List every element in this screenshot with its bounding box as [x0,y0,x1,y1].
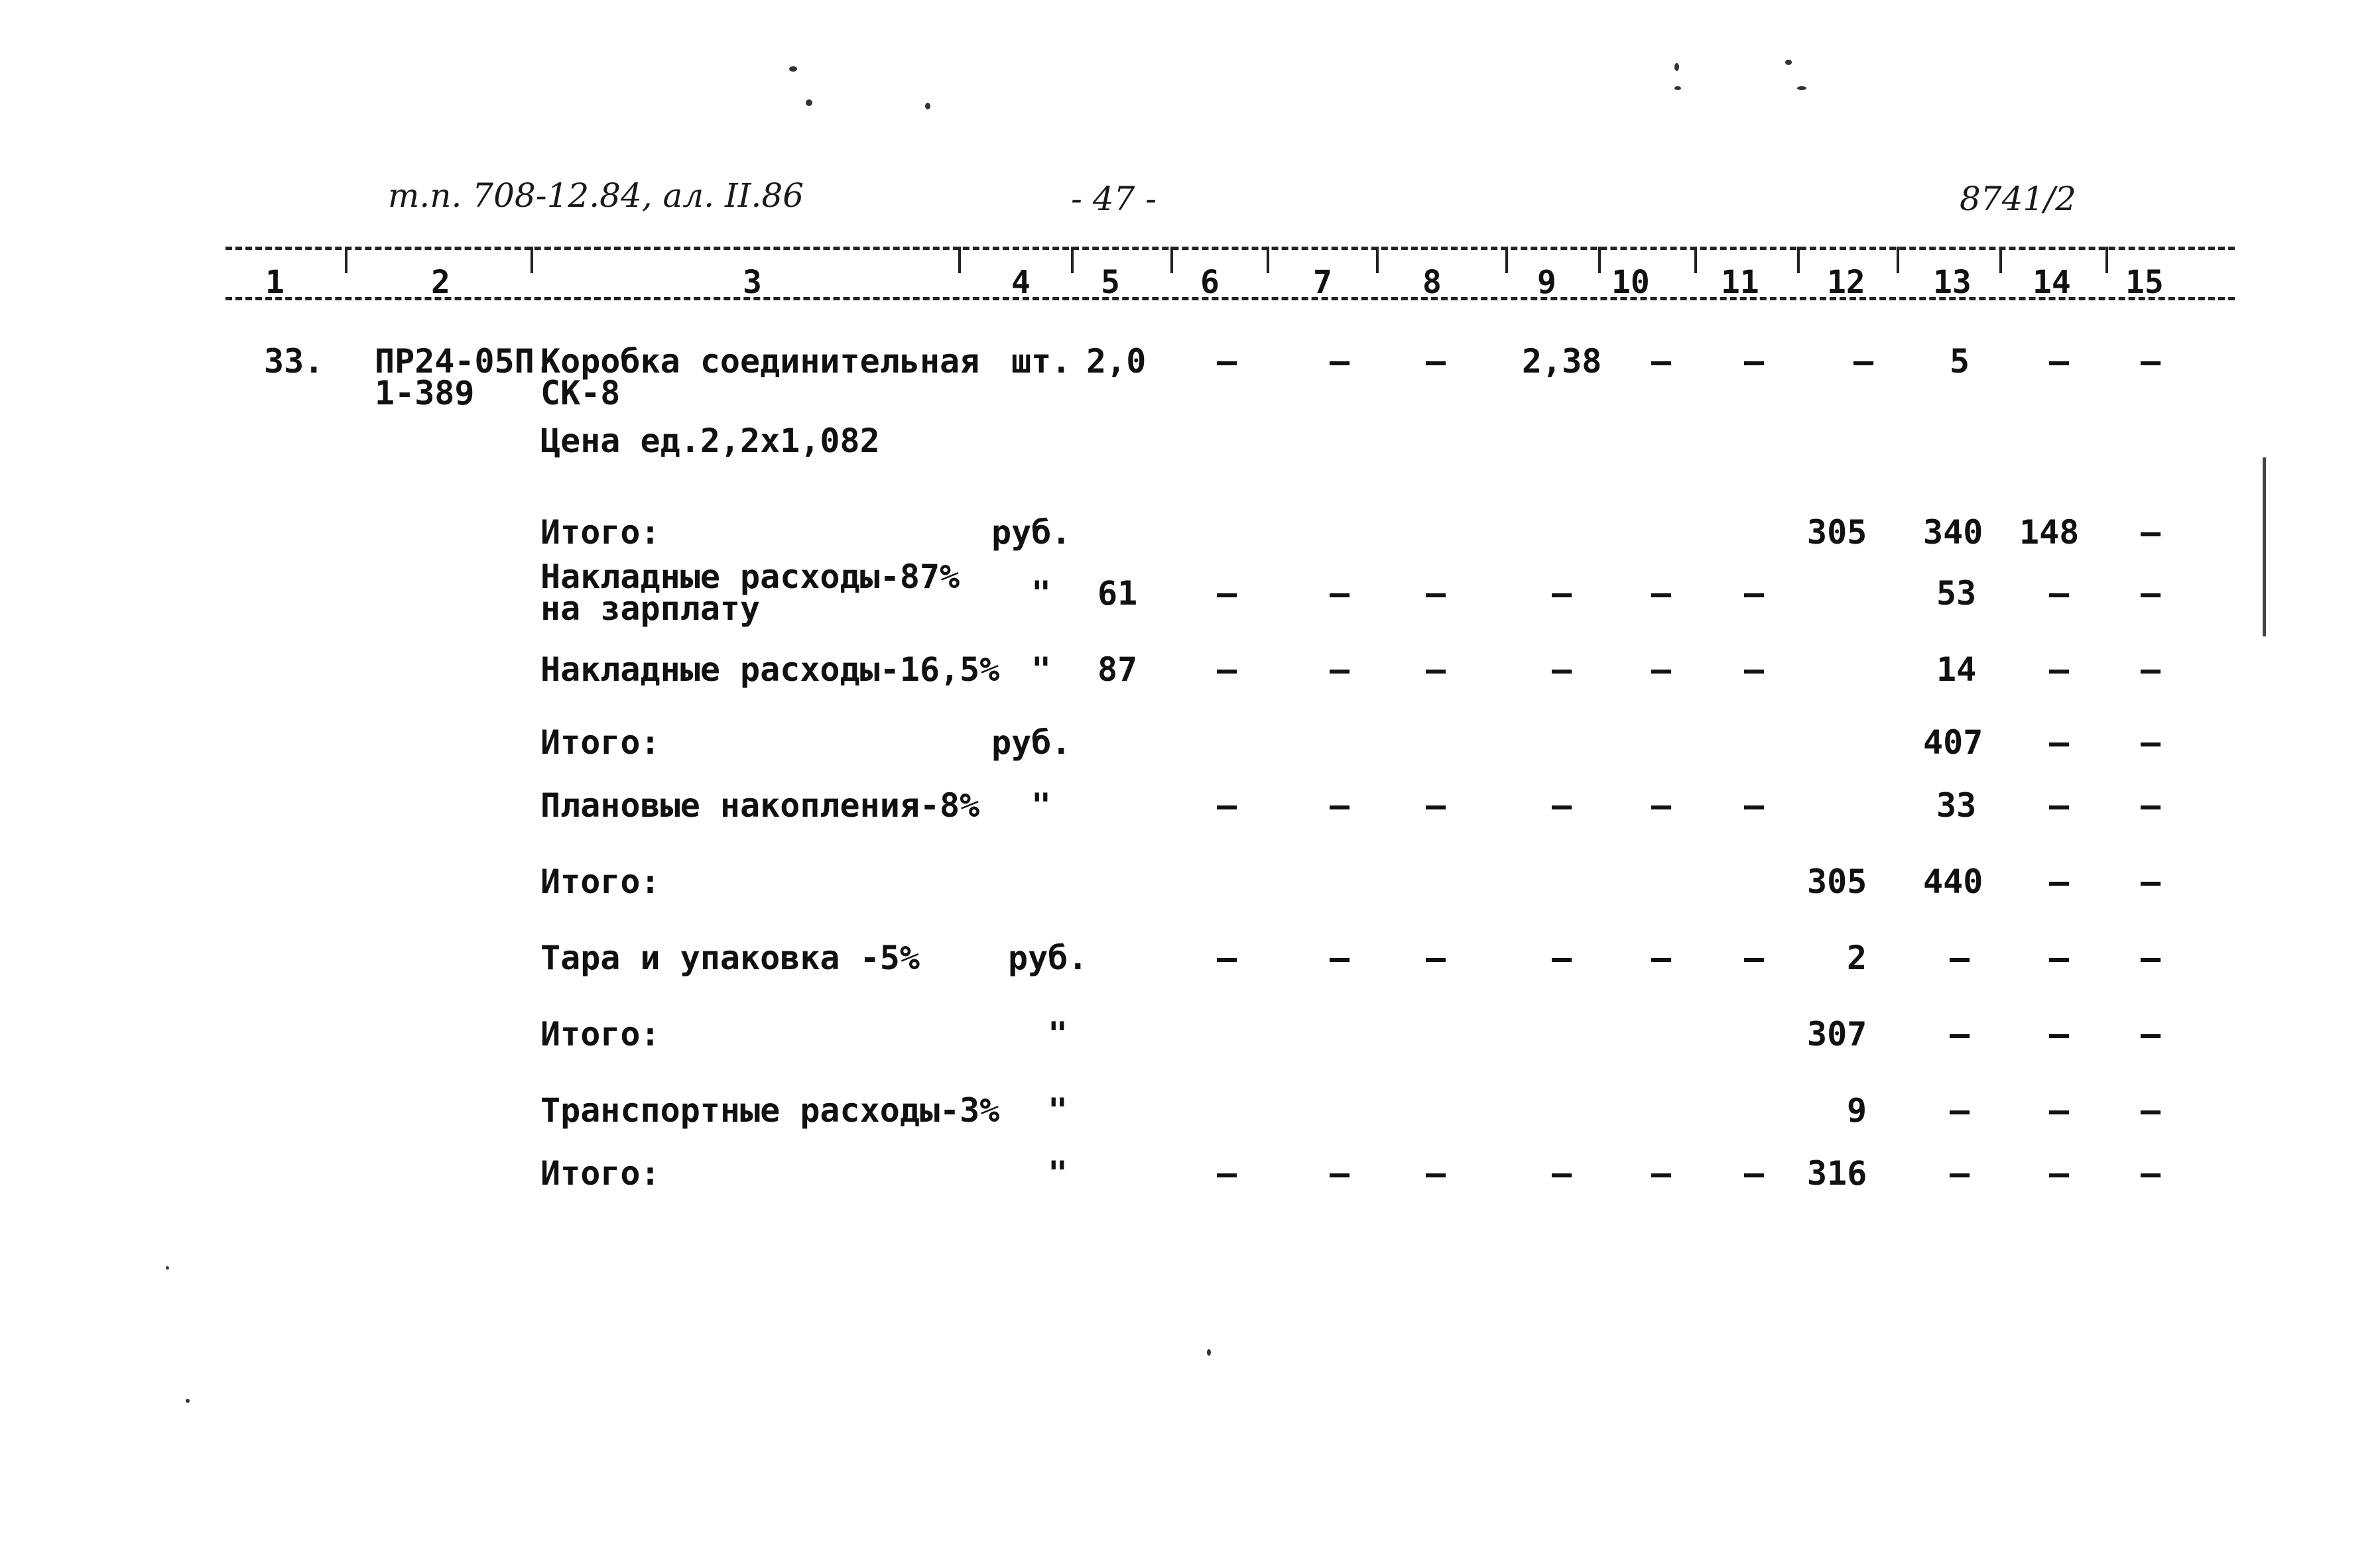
summary-unit: " [1031,650,1052,689]
document-reference: т.п. 708-12.84, ал. II.86 [388,176,804,215]
summary-col13: 53 [1936,574,1977,613]
scan-speck [789,66,797,72]
summary-col12: 307 [1807,1015,1867,1053]
summary-col15: – [2141,1154,2161,1193]
item-code: ПР24-05П. [375,342,554,381]
column-divider [345,247,347,273]
summary-col7: – [1330,786,1350,825]
column-number-4: 4 [1011,264,1031,301]
summary-col15: – [2141,650,2161,689]
summary-col15: – [2141,723,2161,762]
column-number-9: 9 [1537,264,1556,301]
summary-unit: " [1048,1015,1068,1053]
summary-col14: – [2049,574,2070,613]
summary-col6: – [1217,939,1237,977]
summary-col11: – [1744,939,1765,977]
summary-col10: – [1651,786,1672,825]
summary-col8: – [1426,574,1446,613]
summary-col15: – [2141,513,2161,552]
item-number: 33. [264,342,324,381]
summary-col14: – [2049,1015,2070,1053]
column-divider [1071,247,1074,273]
summary-col11: – [1744,786,1765,825]
summary-col9: – [1552,939,1572,977]
summary-col11: – [1744,574,1765,613]
summary-unit: " [1031,574,1052,613]
summary-col13: – [1950,1015,1970,1053]
item-col14: – [2049,342,2070,381]
summary-col12: 305 [1807,862,1867,901]
item-code-ref: 1-389 [375,374,475,412]
summary-col7: – [1330,939,1350,977]
item-col15: – [2141,342,2161,381]
summary-col6: – [1217,1154,1237,1193]
summary-label: Итого: [540,1015,660,1053]
summary-col13: 33 [1936,786,1977,825]
column-number-8: 8 [1422,264,1442,301]
column-divider [1267,247,1269,273]
column-number-5: 5 [1101,264,1120,301]
column-number-10: 10 [1611,264,1650,301]
summary-col9: – [1552,574,1572,613]
scan-speck [1797,86,1806,90]
summary-col13: 440 [1923,862,1983,901]
item-col6: – [1217,342,1237,381]
summary-col10: – [1651,1154,1672,1193]
column-number-3: 3 [743,264,762,301]
column-divider [958,247,961,273]
page-number: - 47 - [1071,180,1157,218]
summary-label-cont: на зарплату [540,589,761,628]
summary-unit: руб. [1008,939,1088,977]
archive-number: 8741/2 [1960,180,2076,218]
column-number-11: 11 [1721,264,1759,301]
summary-col10: – [1651,650,1672,689]
summary-col5: 61 [1097,574,1138,613]
summary-unit: руб. [991,513,1072,552]
item-col13: 5 [1950,342,1970,381]
column-number-6: 6 [1200,264,1220,301]
column-divider [1694,247,1697,273]
summary-col12: 316 [1807,1154,1867,1193]
summary-col10: – [1651,939,1672,977]
summary-label: Транспортные расходы-3% [540,1091,1000,1130]
summary-col12: 305 [1807,513,1867,552]
column-number-15: 15 [2125,264,2164,301]
table-top-rule [225,247,2235,250]
summary-col13: – [1950,1091,1970,1130]
summary-col15: – [2141,786,2161,825]
summary-label: Накладные расходы-87% [540,558,960,596]
column-number-13: 13 [1933,264,1972,301]
summary-col6: – [1217,786,1237,825]
item-name: Коробка соединительная [540,342,980,381]
column-divider [1999,247,2002,273]
summary-label: Накладные расходы-16,5% [540,650,1000,689]
summary-col7: – [1330,574,1350,613]
column-divider [1170,247,1173,273]
summary-col9: – [1552,1154,1572,1193]
summary-col14: – [2049,1091,2070,1130]
column-number-1: 1 [265,264,284,301]
scan-speck [186,1399,190,1403]
summary-col14: – [2049,650,2070,689]
summary-col13: – [1950,1154,1970,1193]
scan-speck [1674,86,1681,90]
scan-speck [1674,63,1679,71]
summary-col13: 407 [1923,723,1983,762]
summary-col15: – [2141,574,2161,613]
summary-col14: – [2049,939,2070,977]
summary-col6: – [1217,574,1237,613]
column-divider [531,247,533,273]
column-divider [1505,247,1508,273]
item-col8: – [1426,342,1446,381]
summary-unit: " [1031,786,1052,825]
summary-col15: – [2141,939,2161,977]
column-number-14: 14 [2033,264,2071,301]
summary-col8: – [1426,939,1446,977]
column-divider [1376,247,1379,273]
summary-col15: – [2141,1091,2161,1130]
item-name-cont: СК-8 [540,374,621,412]
scan-speck [806,99,812,106]
summary-col11: – [1744,1154,1765,1193]
summary-unit: " [1048,1154,1068,1193]
column-divider [1797,247,1800,273]
summary-col8: – [1426,1154,1446,1193]
summary-unit: руб. [991,723,1072,762]
summary-col14: – [2049,1154,2070,1193]
summary-col12: 9 [1847,1091,1867,1130]
column-number-12: 12 [1827,264,1865,301]
scan-speck [1207,1349,1211,1356]
column-divider [1897,247,1899,273]
summary-col5: 87 [1097,650,1138,689]
column-divider [2105,247,2108,273]
column-number-2: 2 [431,264,450,301]
item-col7: – [1330,342,1350,381]
summary-col14: 148 [2019,513,2080,552]
summary-col15: – [2141,1015,2161,1053]
summary-col9: – [1552,650,1572,689]
margin-rule [2263,457,2266,636]
summary-label: Итого: [540,723,660,762]
summary-col10: – [1651,574,1672,613]
summary-col13: – [1950,939,1970,977]
summary-label: Итого: [540,1154,660,1193]
summary-label: Тара и упаковка -5% [540,939,920,977]
summary-col8: – [1426,650,1446,689]
summary-col7: – [1330,1154,1350,1193]
summary-label: Итого: [540,513,660,552]
summary-col6: – [1217,650,1237,689]
item-col12: – [1853,342,1874,381]
summary-col11: – [1744,650,1765,689]
summary-label: Итого: [540,862,660,901]
item-quantity: 2,0 [1086,342,1147,381]
summary-col9: – [1552,786,1572,825]
price-note: Цена ед.2,2х1,082 [540,422,880,460]
item-col11: – [1744,342,1765,381]
summary-col14: – [2049,786,2070,825]
scan-speck [166,1266,169,1270]
column-number-7: 7 [1313,264,1332,301]
summary-col13: 14 [1936,650,1977,689]
summary-unit: " [1048,1091,1068,1130]
item-col9: 2,38 [1522,342,1602,381]
summary-col12: 2 [1847,939,1867,977]
summary-col14: – [2049,862,2070,901]
column-divider [1598,247,1601,273]
item-col10: – [1651,342,1672,381]
summary-col15: – [2141,862,2161,901]
summary-col14: – [2049,723,2070,762]
summary-label: Плановые накопления-8% [540,786,980,825]
summary-col8: – [1426,786,1446,825]
scan-speck [1785,60,1792,65]
summary-col7: – [1330,650,1350,689]
item-unit: шт. [1011,342,1072,381]
scan-speck [925,103,930,109]
summary-col13: 340 [1923,513,1983,552]
